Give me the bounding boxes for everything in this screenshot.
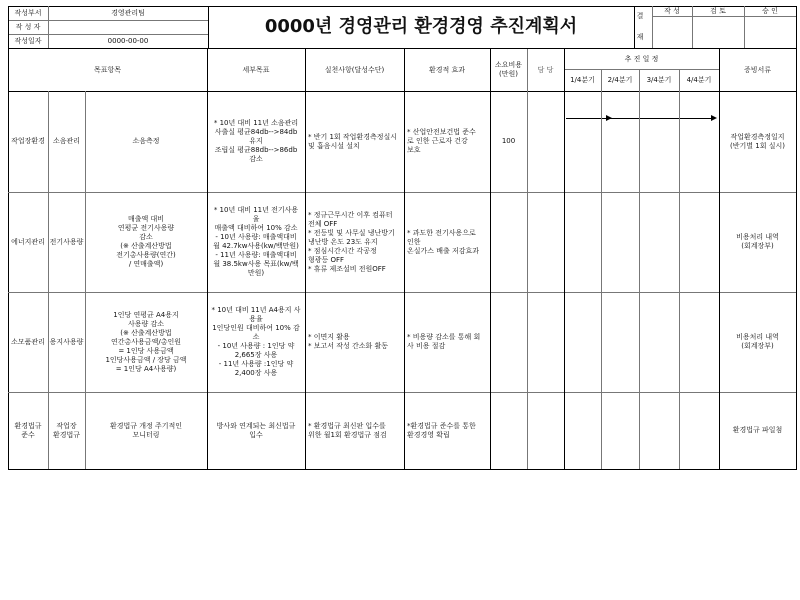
author-value (48, 20, 208, 34)
row4-detail: 방사와 연계되는 최신법규 입수 (216, 421, 296, 439)
row1-action: * 반기 1회 작업환경측정실시 및 흡음시설 설치 (308, 132, 398, 150)
approval-sign-author[interactable] (652, 16, 692, 48)
row4-subcategory: 작업장 환경법규 (52, 421, 81, 439)
row2-item: 매출액 대비 연평균 전기사용량 감소 (※ 산출계산방법 전기총사용량(연간) / 연매출액) (116, 215, 176, 268)
header-q3: 3/4분기 (646, 75, 672, 84)
row4-action: * 환경법규 최신판 입수를 위한 월1회 환경법규 점검 (308, 421, 387, 439)
header-q2: 2/4분기 (607, 75, 633, 84)
row3-action: * 이면지 활용 * 보고서 작성 간소화 활동 (308, 333, 389, 350)
row2-effect: * 과도한 전기사용으로 인한 온실가스 배출 저감효과 (407, 228, 480, 255)
row2-detail: * 10년 대비 11년 전기사용 율 매출액 대비하여 10% 감소 - 10년 사용량: 매출액대비 월 42.7kw사용(kw/백만원) - 11년 사용량: 매출액대비 월 38.5kw사용 목표(kw/백 만원) (213, 206, 299, 277)
row3-owner (527, 292, 564, 392)
row4-evidence: 환경법규 파일첨 (732, 426, 783, 434)
row1-owner (527, 91, 564, 192)
approval-sign-review[interactable] (692, 16, 744, 48)
approval-sign-approve[interactable] (744, 16, 796, 48)
row2-action: * 정규근무시간 이후 컴퓨터 전체 OFF * 전등빛 및 사무실 냉난방기 냉난방 온도 23도 유지 * 점심시간시간 각공정 형광등 OFF * 휴류 제조설비 전원OFF (308, 210, 395, 273)
row4-category: 환경법규 준수 (14, 421, 42, 439)
row1-detail: * 10년 대비 11년 소음관리 사출실 평균84db-->84db 유지 조립실 평균88db-->86db 감소 (213, 119, 299, 163)
schedule-row1-arrow-q1 (606, 115, 612, 121)
row2-owner (527, 192, 564, 292)
dept-label: 작성부서 (14, 8, 42, 17)
row4-effect: *환경법규 준수를 통한 환경경영 확립 (407, 421, 476, 439)
row1-category: 작업장환경 (11, 137, 45, 145)
row2-subcategory: 전기사용량 (49, 237, 84, 246)
row4-budget (490, 392, 527, 469)
header-q4: 4/4분기 (686, 75, 712, 84)
row1-item: 소음측정 (132, 137, 160, 145)
row2-evidence: 비용처리 내역 (회계장부) (736, 233, 779, 250)
row1-budget: 100 (501, 137, 516, 145)
date-label: 작성일자 (14, 36, 42, 45)
header-effect: 환경적 효과 (428, 65, 466, 74)
approval-side-bottom: 재 (636, 32, 644, 41)
author-label: 작 성 자 (15, 22, 41, 31)
header-detail: 세부목표 (242, 65, 270, 74)
header-owner: 담 당 (537, 65, 554, 74)
row3-evidence: 비용처리 내역 (회계장부) (736, 333, 779, 350)
schedule-row1-arrow-q4 (711, 115, 717, 121)
header-action: 실천사항(달성수단) (324, 65, 385, 74)
row2-category: 에너지관리 (11, 237, 45, 246)
date-value: 0000-00-00 (107, 36, 149, 45)
row3-budget (490, 292, 527, 392)
header-budget: 소요비용 (만원) (494, 61, 523, 78)
approval-header-approve: 승 인 (762, 6, 778, 15)
row3-item: 1인당 연평균 A4용지 사용량 감소 (※ 산출계산방법 연간총사용금액/총인원 = 1인당 사용금액 1인당사용금액 / 장당 금액 = 1인당 A4사용량) (105, 310, 187, 373)
row3-subcategory: 용지사용량 (49, 337, 84, 346)
row2-budget (490, 192, 527, 292)
row4-item: 환경법규 개정 주기적인 모니터링 (109, 421, 183, 439)
row3-category: 소모품관리 (11, 337, 45, 346)
dept-value: 경영관리팀 (111, 8, 145, 17)
row4-owner (527, 392, 564, 469)
approval-header-review: 검 토 (710, 6, 726, 15)
row1-effect: * 산업안전보건법 준수 로 인한 근로자 건강 보호 (407, 128, 476, 154)
approval-header-author: 작 성 (664, 6, 680, 15)
header-evidence: 증빙서류 (743, 65, 772, 74)
page-title: 0000년 경영관리 환경경영 추진계획서 (264, 16, 578, 37)
approval-side-top: 결 (636, 11, 644, 20)
row1-subcategory: 소음관리 (52, 137, 81, 145)
row3-detail: * 10년 대비 11년 A4용지 사 용율 1인당인원 대비하여 10% 감 소 - 10년 사용량 : 1인당 약 2,665장 사용 - 11년 사용량 :1인당 약 2,400장 사용 (211, 306, 301, 377)
row3-effect: * 비용량 감소를 통해 회 사 비용 절감 (407, 333, 481, 350)
row1-evidence: 작업환경측정일지 (반기별 1회 실시) (730, 132, 785, 150)
header-q1: 1/4분기 (570, 75, 595, 84)
header-goal: 목표항목 (93, 65, 122, 74)
header-schedule: 추 진 일 정 (624, 54, 659, 63)
